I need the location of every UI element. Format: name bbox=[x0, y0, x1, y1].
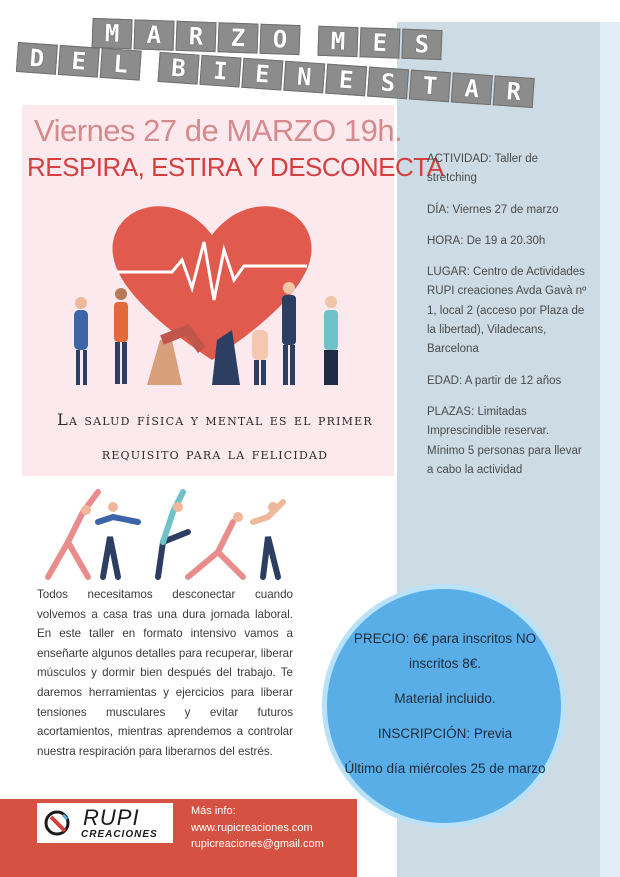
detail-age: EDAD: A partir de 12 años bbox=[427, 374, 562, 387]
banner-letter-tile: E bbox=[58, 45, 100, 78]
banner-letter-tile: I bbox=[199, 55, 241, 88]
contact-info bbox=[191, 803, 324, 853]
banner-letter-tile: D bbox=[16, 42, 58, 75]
banner-letter-tile: S bbox=[401, 29, 442, 60]
banner-letter-tile: T bbox=[409, 69, 451, 102]
quote bbox=[50, 403, 380, 471]
material-line: Material incluido. bbox=[394, 691, 496, 706]
banner-letter-tile: M bbox=[317, 26, 358, 57]
banner-letter-tile: S bbox=[367, 67, 409, 100]
logo-mark-icon bbox=[41, 807, 73, 839]
email-link[interactable]: rupicreaciones@gmail.com bbox=[191, 838, 324, 850]
detail-spots: PLAZAS: Limitadas Imprescindible reservar. Mínimo 5 personas para llevar a cabo la actividad bbox=[427, 405, 582, 476]
banner-letter-tile: Z bbox=[218, 22, 259, 53]
detail-place: LUGAR: Centro de Actividades RUPI creaciones Avda Gavà nº 1, local 2 (acceso por Plaza de la libertad), Viladecans, Barcelona bbox=[427, 266, 587, 356]
banner-letter-tile: R bbox=[493, 75, 535, 108]
banner-letter-tile: E bbox=[359, 27, 400, 58]
banner-letter-tile: R bbox=[176, 21, 217, 52]
details-list bbox=[427, 150, 587, 492]
banner-gap bbox=[142, 51, 158, 82]
price-info bbox=[340, 626, 550, 791]
event-subtitle: RESPIRA, ESTIRA Y DESCONECTA bbox=[27, 152, 444, 182]
banner-letter-tile: A bbox=[451, 72, 493, 105]
price-line: PRECIO: 6€ para inscritos NO inscritos 8€. bbox=[353, 631, 537, 671]
banner-letter-tile: N bbox=[283, 61, 325, 94]
title-banner bbox=[0, 0, 620, 105]
banner-letter-tile: L bbox=[100, 48, 142, 81]
inscription-line: INSCRIPCIÓN: Previa bbox=[377, 726, 513, 741]
description: Todos necesitamos desconectar cuando volvemos a casa tras una dura jornada laboral. En este taller en formato intensivo vamos a enseñarte algunos detalles para recuperar, liberar músculos y dormir bien después del trabajo. Te daremos herramientas y ejercicios para liberar tensiones musculares y evitar futuros acortamientos, mientras aprendemos a controlar nuestra respiración para liberarnos del estrés. bbox=[37, 588, 293, 758]
detail-activity: ACTIVIDAD: Taller de stretching bbox=[427, 153, 538, 185]
event-date: Viernes 27 de MARZO 19h. bbox=[34, 113, 403, 148]
logo bbox=[37, 803, 173, 843]
yoga-illustration bbox=[38, 482, 288, 582]
banner-letter-tile: A bbox=[134, 19, 175, 50]
website-link[interactable]: www.rupicreaciones.com bbox=[191, 821, 313, 834]
banner-letter-tile: O bbox=[259, 24, 300, 55]
banner-letter-tile: M bbox=[92, 18, 133, 49]
banner-letter-tile: B bbox=[158, 52, 200, 85]
banner-letter-tile: E bbox=[241, 58, 283, 91]
detail-time: HORA: De 19 a 20.30h bbox=[427, 234, 546, 247]
banner-gap bbox=[301, 25, 316, 55]
banner-letter-tile: E bbox=[325, 64, 367, 97]
heart-illustration bbox=[62, 190, 362, 395]
quote-line-1: La salud física y mental es el primer bbox=[57, 410, 373, 429]
logo-name: RUPI bbox=[83, 805, 140, 830]
detail-day: DÍA: Viernes 27 de marzo bbox=[427, 203, 559, 216]
quote-line-2: requisito para la felicidad bbox=[101, 444, 329, 463]
info-label: Más info: bbox=[191, 805, 236, 817]
deadline-line: Último día miércoles 25 de marzo bbox=[344, 761, 546, 776]
logo-sub: CREACIONES bbox=[81, 829, 158, 840]
